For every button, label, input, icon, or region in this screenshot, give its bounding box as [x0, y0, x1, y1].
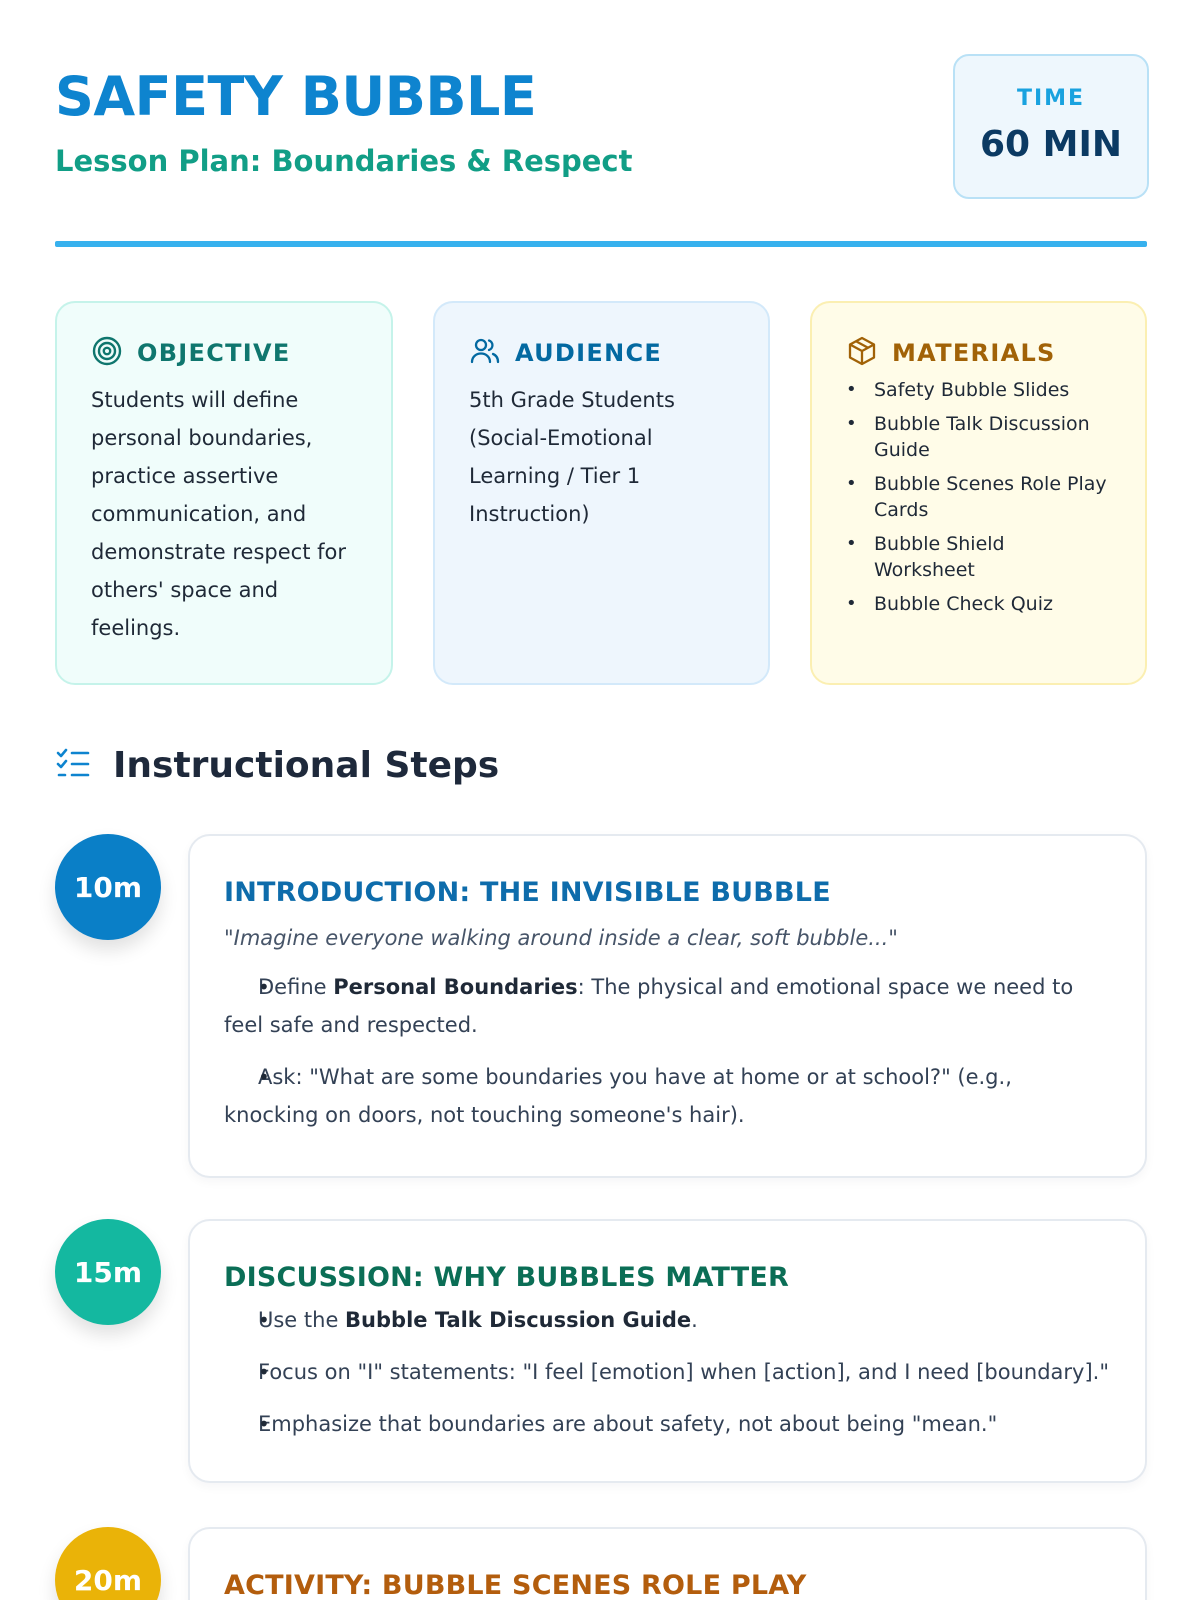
- time-label: TIME: [1016, 86, 1086, 111]
- package-icon: [846, 335, 878, 371]
- steps-heading: [55, 742, 499, 788]
- audience-text: 5th Grade Students (Social-Emotional Learning / Tier 1 Instruction): [469, 388, 675, 526]
- step-bullets: [224, 968, 1111, 1134]
- list-item: • Bubble Shield Worksheet: [846, 531, 1111, 583]
- step-title: INTRODUCTION: THE INVISIBLE BUBBLE: [224, 877, 831, 908]
- list-checks-icon: [55, 745, 91, 785]
- step-card-introduction: [188, 834, 1147, 1178]
- list-item: • Bubble Talk Discussion Guide: [846, 411, 1111, 463]
- step-title: DISCUSSION: WHY BUBBLES MATTER: [224, 1262, 789, 1293]
- list-item: • Define Personal Boundaries: The physical and emotional space we need to feel safe and respected.: [224, 968, 1111, 1044]
- time-badge: [953, 54, 1149, 199]
- target-icon: [91, 335, 123, 371]
- header-divider: [55, 241, 1147, 247]
- step-duration-badge: 20m: [55, 1527, 161, 1600]
- lesson-header: [55, 52, 1147, 202]
- step-bullets: [224, 1301, 1111, 1443]
- page-subtitle: Lesson Plan: Boundaries & Respect: [55, 144, 633, 178]
- audience-card: [433, 301, 770, 685]
- step-card-activity: [188, 1527, 1147, 1600]
- step-quote: "Imagine everyone walking around inside a clear, soft bubble...": [224, 926, 898, 950]
- list-item: • Safety Bubble Slides: [846, 377, 1111, 403]
- materials-title: MATERIALS: [892, 339, 1056, 367]
- users-icon: [469, 335, 501, 371]
- step-card-discussion: [188, 1219, 1147, 1483]
- steps-title: Instructional Steps: [113, 744, 500, 786]
- list-item: • Ask: "What are some boundaries you have at home or at school?" (e.g., knocking on doors, not touching someone's hair).: [224, 1058, 1111, 1134]
- step-duration-badge: 15m: [55, 1219, 161, 1325]
- audience-title: AUDIENCE: [515, 339, 663, 367]
- list-item: • Focus on "I" statements: "I feel [emotion] when [action], and I need [boundary].": [224, 1353, 1111, 1391]
- materials-list: [846, 377, 1111, 617]
- objective-text: Students will define personal boundaries, practice assertive communication, and demonstrate respect for others' space and feelings.: [91, 388, 346, 640]
- list-item: • Use the Bubble Talk Discussion Guide.: [224, 1301, 1111, 1339]
- materials-card: [810, 301, 1147, 685]
- list-item: • Emphasize that boundaries are about safety, not about being "mean.": [224, 1405, 1111, 1443]
- list-item: • Bubble Check Quiz: [846, 591, 1111, 617]
- objective-card: [55, 301, 393, 685]
- objective-title: OBJECTIVE: [137, 339, 291, 367]
- step-duration-badge: 10m: [55, 834, 161, 940]
- time-value: 60 MIN: [980, 124, 1122, 165]
- list-item: • Bubble Scenes Role Play Cards: [846, 471, 1111, 523]
- page-title: SAFETY BUBBLE: [55, 65, 537, 128]
- step-title: ACTIVITY: BUBBLE SCENES ROLE PLAY: [224, 1570, 807, 1600]
